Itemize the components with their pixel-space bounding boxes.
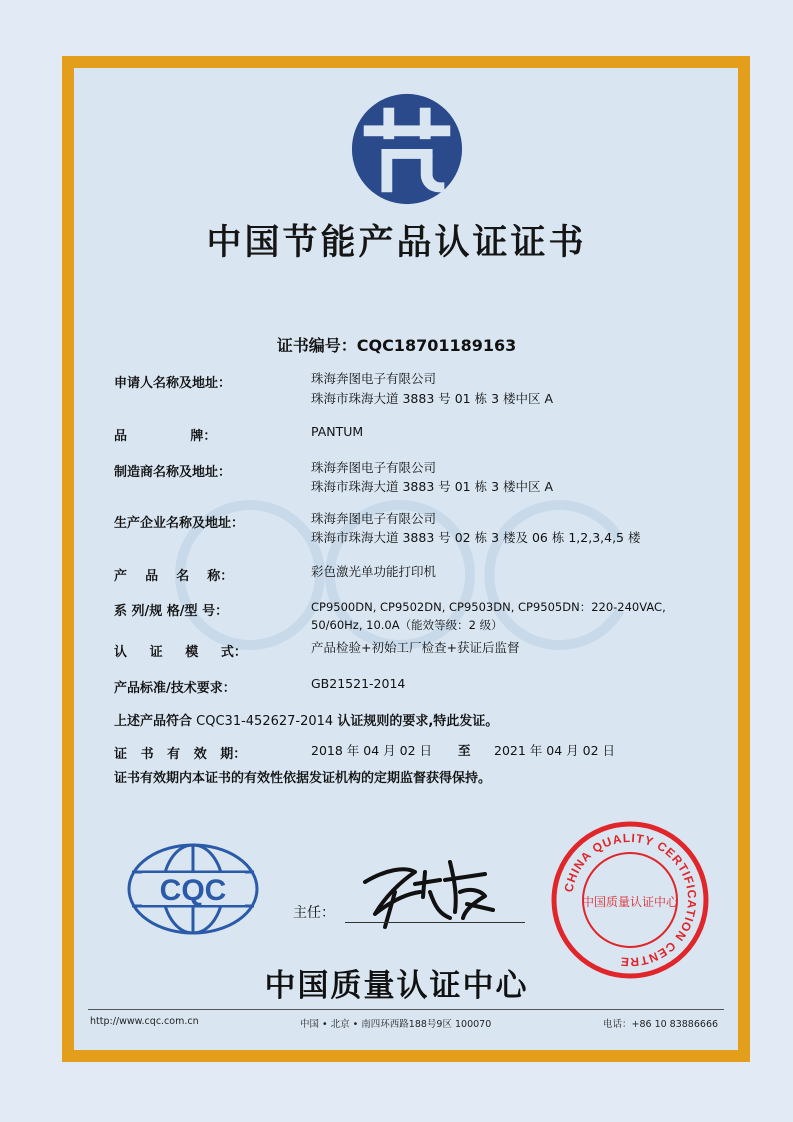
product-name-label: 产 品 名 称： xyxy=(114,569,234,584)
brand-value: PANTUM xyxy=(311,424,364,439)
certificate-title: 中国节能产品认证证书 xyxy=(206,223,587,263)
product-name-value: 彩色激光单功能打印机 xyxy=(311,564,437,579)
footer-url: http://www.cqc.com.cn xyxy=(90,1016,199,1027)
certification-mode-value: 产品检验+初始工厂检查+获证后监督 xyxy=(311,640,520,655)
standard-value: GB21521-2014 xyxy=(311,676,406,691)
statement-prefix: 上述产品符合 xyxy=(114,714,193,729)
model-spec: 50/60Hz, 10.0A（能效等级：2 级） xyxy=(311,618,503,632)
factory-address: 珠海市珠海大道 3883 号 02 栋 3 楼及 06 栋 1,2,3,4,5 楼 xyxy=(311,530,641,545)
footer-divider xyxy=(88,1009,724,1010)
model-label: 系 列/规 格/型 号： xyxy=(114,604,229,619)
model-value: CP9500DN, CP9502DN, CP9503DN, CP9505DN：220-240VAC, xyxy=(311,600,666,614)
validity-to-word: 至 xyxy=(458,743,471,758)
manufacturer-label: 制造商名称及地址： xyxy=(114,465,232,480)
factory-label: 生产企业名称及地址： xyxy=(114,516,245,531)
energy-saving-emblem-icon xyxy=(348,90,466,208)
statement-rule: CQC31-452627-2014 xyxy=(196,714,334,729)
validity-to: 2021 年 04 月 02 日 xyxy=(494,743,615,758)
seal-ring-text: CHINA QUALITY CERTIFICATION CENTRE xyxy=(561,830,700,970)
footer-phone: 电话：+86 10 83886666 xyxy=(603,1019,719,1030)
applicant-label: 申请人名称及地址： xyxy=(114,376,232,391)
certification-mode-label: 认 证 模 式： xyxy=(114,645,247,660)
brand-label: 品 牌： xyxy=(114,429,217,444)
conformity-statement xyxy=(114,710,498,729)
director-label: 主任： xyxy=(293,905,335,921)
validity-label: 证 书 有 效 期： xyxy=(114,747,247,762)
applicant-name: 珠海奔图电子有限公司 xyxy=(311,371,437,386)
manufacturer-address: 珠海市珠海大道 3883 号 01 栋 3 楼中区 A xyxy=(311,479,554,494)
director-signature-icon xyxy=(345,852,505,932)
manufacturer-name: 珠海奔图电子有限公司 xyxy=(311,460,437,475)
validity-from: 2018 年 04 月 02 日 xyxy=(311,743,432,758)
official-seal-icon xyxy=(550,820,710,980)
seal-inner-text: 中国质量认证中心 xyxy=(581,895,679,909)
issuer-name: 中国质量认证中心 xyxy=(264,968,529,1004)
applicant-address: 珠海市珠海大道 3883 号 01 栋 3 楼中区 A xyxy=(311,391,554,406)
standard-label: 产品标准/技术要求： xyxy=(114,681,236,696)
factory-name: 珠海奔图电子有限公司 xyxy=(311,511,437,526)
cqc-logo-text: CQC xyxy=(159,874,227,907)
footer-address: 中国 • 北京 • 南四环西路188号9区 100070 xyxy=(300,1019,492,1030)
certificate-number: 证书编号：CQC18701189163 xyxy=(276,336,517,355)
validity-note: 证书有效期内本证书的有效性依据发证机构的定期监督获得保持。 xyxy=(114,771,492,786)
statement-suffix: 认证规则的要求,特此发证。 xyxy=(337,714,499,729)
cqc-globe-logo-icon xyxy=(126,842,261,937)
signature-line xyxy=(345,922,525,923)
